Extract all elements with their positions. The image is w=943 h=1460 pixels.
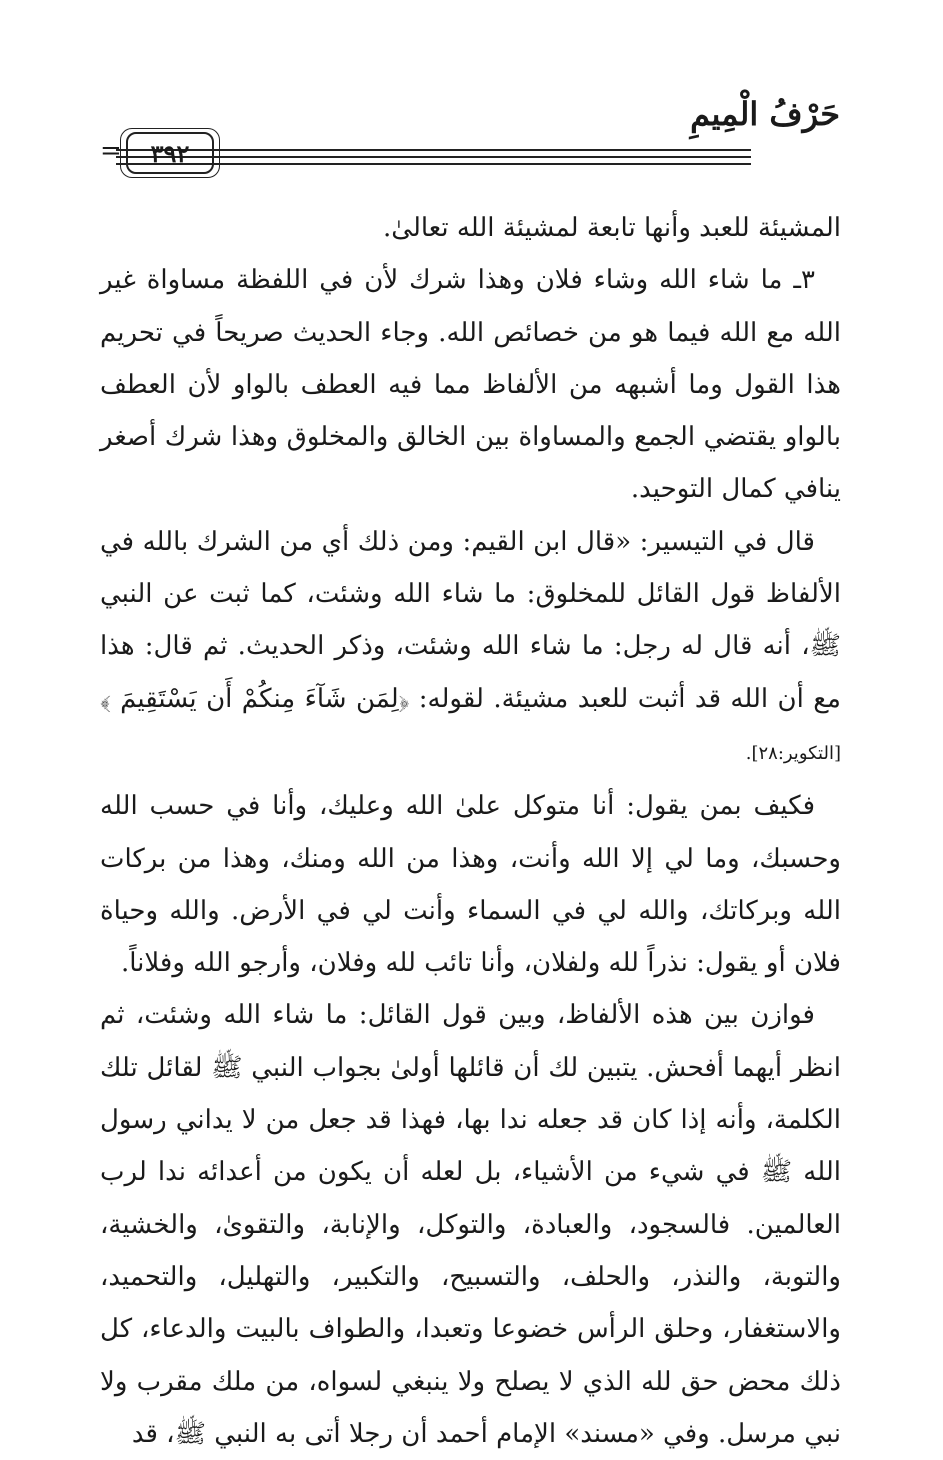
chapter-title: حَرْفُ الْمِيمِ xyxy=(690,95,840,133)
body-text xyxy=(100,202,841,1460)
paragraph-item-3: ٣ـ ما شاء الله وشاء فلان وهذا شرك لأن في اللفظة مساواة غير الله مع الله فيما هو من خصائص الله. وجاء الحديث صريحاً في تحريم هذا القول وما أشبهه من الألفاظ مما فيه العطف بالواو لأن العطف بالواو يقتضي الجمع والمساواة بين الخالق والمخلوق وهذا شرك أصغر ينافي كمال التوحيد. xyxy=(100,265,841,505)
quran-citation: [التكوير:٢٨]. xyxy=(745,742,841,764)
page-number: ٣٩٢ xyxy=(126,132,214,174)
header-mark: = xyxy=(100,136,122,166)
paragraph-quote xyxy=(100,516,841,780)
paragraph-examples: فكيف بمن يقول: أنا متوكل علىٰ الله وعليك، وأنا في حسب الله وحسبك، وما لي إلا الله وأنت، وهذا من الله ومنك، وهذا من بركات الله وبركاتك، والله لي في السماء وأنت لي في الأرض. والله وحياة فلان أو يقول: نذراً لله ولفلان، وأنا تائب لله وفلان، وأرجو الله وفلاناً. xyxy=(100,791,841,979)
paragraph-quote-text: قال في التيسير: «قال ابن القيم: ومن ذلك أي من الشرك بالله في الألفاظ قول القائل للمخلوق: ما شاء الله وشئت، كما ثبت عن النبي ﷺ، أنه قال له رجل: ما شاء الله وشئت، وذكر الحديث. ثم قال: هذا مع أن الله قد أثبت للعبد مشيئة. لقوله: ﴿لِمَن شَآءَ مِنكُمْ أَن يَسْتَقِيمَ ﴾ xyxy=(100,526,841,714)
paragraph-continuation: المشيئة للعبد وأنها تابعة لمشيئة الله تعالىٰ. xyxy=(383,213,841,243)
paragraph-comparison: فوازن بين هذه الألفاظ، وبين قول القائل: ما شاء الله وشئت، ثم انظر أيهما أفحش. يتبين لك أن قائلها أولىٰ بجواب النبي ﷺ لقائل تلك الكلمة، وأنه إذا كان قد جعله ندا بها، فهذا قد جعل من لا يداني رسول الله ﷺ في شيء من الأشياء، بل لعله أن يكون من أعدائه ندا لرب العالمين. فالسجود، والعبادة، والتوكل، والإنابة، والتقوىٰ، والخشية، والتوبة، والنذر، والحلف، والتسبيح، والتكبير، والتهليل، والتحميد، والاستغفار، وحلق الرأس خضوعا وتعبدا، والطواف بالبيت والدعاء، كل ذلك محض حق لله الذي لا يصلح ولا ينبغي لسواه، من ملك مقرب ولا نبي مرسل. وفي «مسند» الإمام أحمد أن رجلا أتى به النبي ﷺ، قد xyxy=(100,1000,841,1449)
